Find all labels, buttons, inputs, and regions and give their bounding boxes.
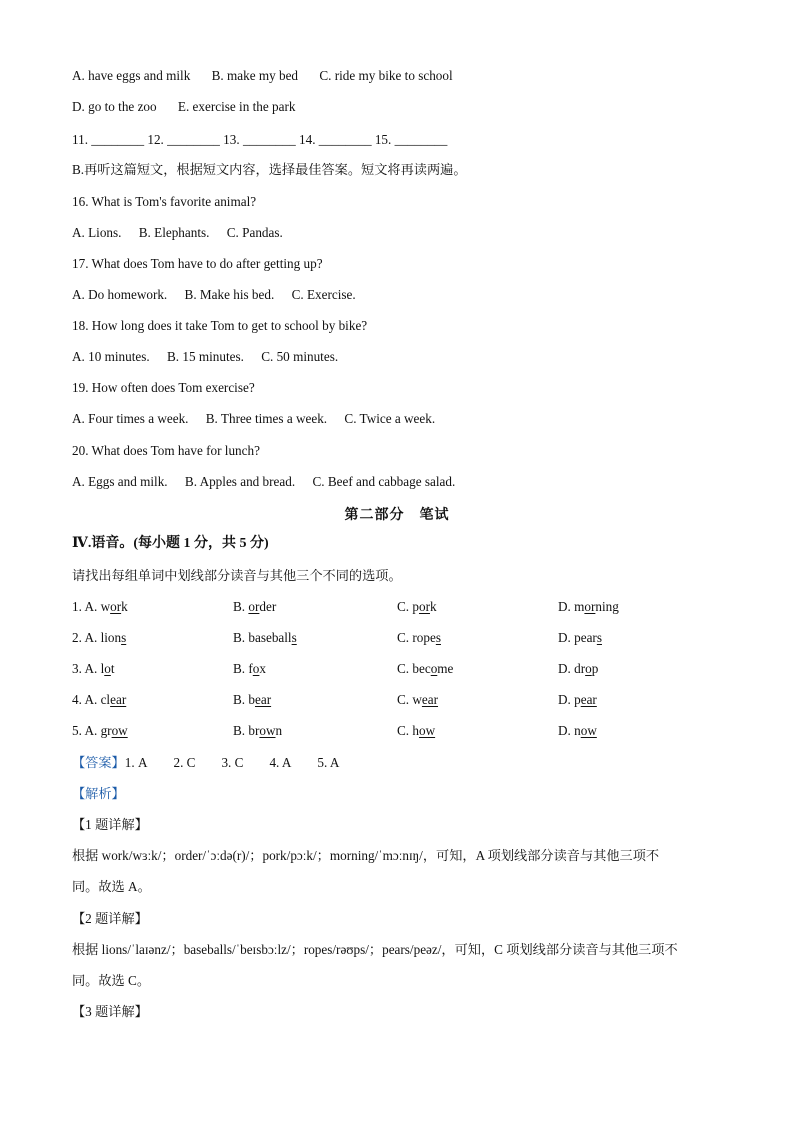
phonics-option: B. fox — [233, 661, 266, 676]
q17-option-a: A. Do homework. — [72, 287, 168, 302]
answer-label: 【答案】 — [72, 755, 125, 770]
phonics-option: C. become — [397, 661, 454, 676]
q18-option-a: A. 10 minutes. — [72, 349, 150, 364]
q18-option-b: B. 15 minutes. — [166, 349, 244, 364]
question-18-options — [72, 348, 338, 366]
phonics-option: C. wear — [397, 692, 439, 707]
phonics-option: C. pork — [397, 599, 437, 614]
question-17-options — [72, 286, 356, 304]
section-b-instruction: B.再听这篇短文，根据短文内容，选择最佳答案。短文将再读两遍。 — [72, 162, 467, 177]
q19-option-c: C. Twice a week. — [344, 411, 436, 426]
option-e: E. exercise in the park — [177, 99, 296, 114]
question-18: 18. How long does it take Tom to get to school by bike? — [72, 318, 368, 333]
section-four-instruction: 请找出每组单词中划线部分读音与其他三个不同的选项。 — [72, 568, 402, 583]
detail-3-label: 【3 题详解】 — [72, 1004, 148, 1019]
q16-option-a: A. Lions. — [72, 225, 122, 240]
q18-option-c: C. 50 minutes. — [261, 349, 339, 364]
blank-12: 12. ________ — [147, 132, 220, 147]
option-b: B. make my bed — [211, 68, 299, 83]
detail-2-text-cont: 同。故选 C。 — [72, 973, 151, 988]
detail-1-label: 【1 题详解】 — [72, 817, 148, 832]
q17-option-c: C. Exercise. — [291, 287, 356, 302]
phonics-option: 5. A. grow — [72, 723, 128, 738]
phonics-option: D. pears — [558, 630, 602, 645]
q19-option-a: A. Four times a week. — [72, 411, 189, 426]
question-19-options — [72, 410, 435, 428]
blank-13: 13. ________ — [223, 132, 296, 147]
q16-option-c: C. Pandas. — [226, 225, 283, 240]
phonics-option: B. bear — [233, 692, 272, 707]
q17-option-b: B. Make his bed. — [184, 287, 275, 302]
detail-2-text: 根据 lions/ˈlaɪənz/；baseballs/ˈbeɪsbɔːlz/；ropes/rəʊps/；pears/peəz/，可知，C 项划线部分读音与其他三项不 — [72, 942, 678, 957]
option-a: A. have eggs and milk — [72, 68, 191, 83]
blank-11: 11. ________ — [72, 132, 145, 147]
blank-15: 15. ________ — [374, 132, 448, 147]
phonics-option: 1. A. work — [72, 599, 128, 614]
detail-1-text: 根据 work/wɜːk/；order/ˈɔːdə(r)/；pork/pɔːk/；morning/ˈmɔːnɪŋ/，可知，A 项划线部分读音与其他三项不 — [72, 848, 660, 863]
answer-3: 3. C — [221, 755, 244, 770]
answer-5: 5. A — [317, 755, 340, 770]
q20-option-b: B. Apples and bread. — [184, 474, 296, 489]
phonics-option: D. now — [558, 723, 597, 738]
phonics-option: 2. A. lions — [72, 630, 127, 645]
question-17: 17. What does Tom have to do after getting up? — [72, 256, 323, 271]
phonics-option: 4. A. clear — [72, 692, 127, 707]
answer-2: 2. C — [173, 755, 196, 770]
answer-line — [72, 754, 365, 772]
q20-option-a: A. Eggs and milk. — [72, 474, 168, 489]
listening-options-row-2 — [72, 98, 295, 116]
question-16: 16. What is Tom's favorite animal? — [72, 194, 257, 209]
q20-option-c: C. Beef and cabbage salad. — [312, 474, 456, 489]
detail-2-label: 【2 题详解】 — [72, 911, 148, 926]
phonics-option: B. baseballs — [233, 630, 297, 645]
section-four-title: Ⅳ.语音。(每小题 1 分，共 5 分) — [72, 536, 269, 551]
option-d: D. go to the zoo — [72, 99, 157, 114]
question-19: 19. How often does Tom exercise? — [72, 380, 255, 395]
answer-blanks — [72, 131, 447, 149]
phonics-option: B. brown — [233, 723, 283, 738]
question-20-options — [72, 473, 455, 491]
q19-option-b: B. Three times a week. — [205, 411, 328, 426]
phonics-option: D. morning — [558, 599, 619, 614]
answer-1: 1. A — [124, 755, 148, 770]
question-16-options — [72, 224, 283, 242]
phonics-option: D. drop — [558, 661, 599, 676]
detail-1-text-cont: 同。故选 A。 — [72, 879, 151, 894]
phonics-option: C. ropes — [397, 630, 441, 645]
option-c: C. ride my bike to school — [319, 68, 453, 83]
answer-4: 4. A — [269, 755, 292, 770]
listening-options-row-1 — [72, 67, 453, 85]
q16-option-b: B. Elephants. — [138, 225, 210, 240]
part-two-title: 第二部分 笔试 — [344, 508, 450, 523]
blank-14: 14. ________ — [299, 132, 372, 147]
phonics-option: B. order — [233, 599, 277, 614]
phonics-option: C. how — [397, 723, 436, 738]
phonics-option: D. pear — [558, 692, 597, 707]
analysis-label: 【解析】 — [72, 786, 125, 801]
phonics-option: 3. A. lot — [72, 661, 115, 676]
question-20: 20. What does Tom have for lunch? — [72, 443, 260, 458]
